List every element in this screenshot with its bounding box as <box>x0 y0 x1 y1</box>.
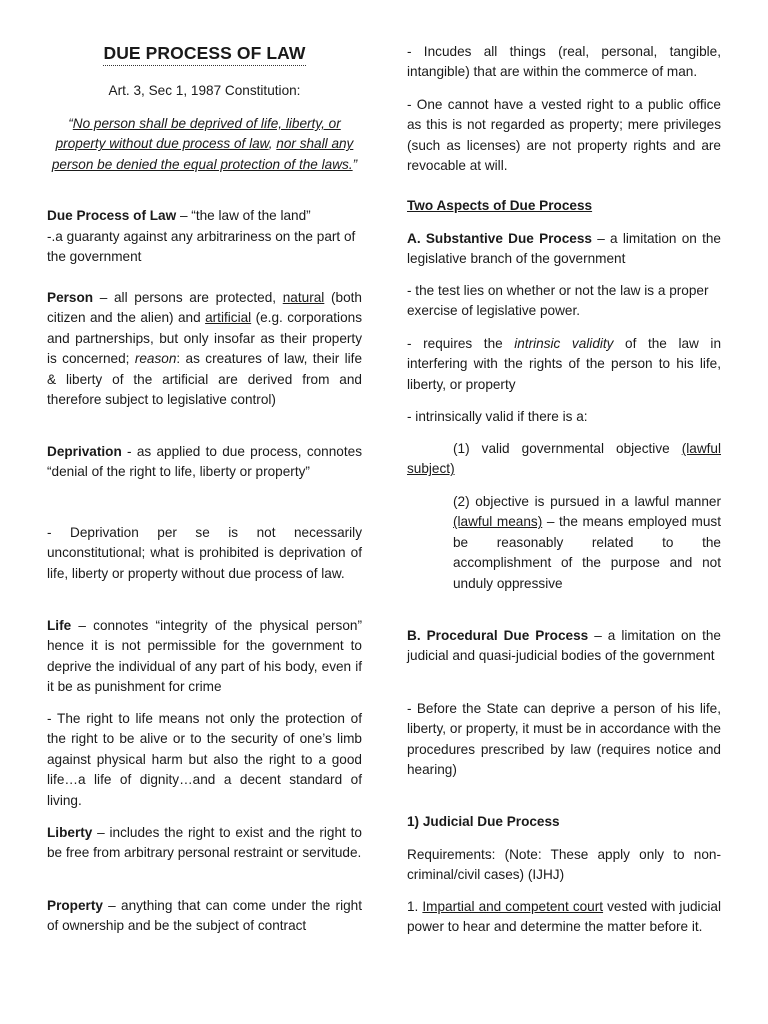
document-title-wrap <box>47 42 362 66</box>
substantive-due-process: A. Substantive Due Process – a limitation on the legislative branch of the government <box>407 231 721 267</box>
impartial-court-item: 1. Impartial and competent court vested with judicial power to hear and determine the matter before it. <box>407 899 721 935</box>
substantive-test: - the test lies on whether or not the law is a proper exercise of legislative power. <box>407 283 709 319</box>
lawful-means-item: (2) objective is pursued in a lawful manner (lawful means) – the means employed must be reasonably related to the accomplishment of the purpose and not unduly oppressive <box>453 494 721 591</box>
intrinsic-validity: - requires the intrinsic validity of the law in interfering with the rights of the person to his life, liberty, or property <box>407 336 721 392</box>
procedural-due-process: B. Procedural Due Process – a limitation on the judicial and quasi-judicial bodies of the government <box>407 628 721 664</box>
aspects-heading: Two Aspects of Due Process <box>407 198 593 213</box>
constitution-quote: “No person shall be deprived of life, liberty, or property without due process of law, nor shall any person be denied the equal protection of the laws.” <box>51 116 358 172</box>
person-definition: Person – all persons are protected, natural (both citizen and the alien) and artificial (e.g. corporations and partnerships, but only insofar as their property is concerned; reason: as creatures of law, their life & liberty of the artificial are derived from and therefore subject to legislative control) <box>47 290 362 408</box>
vested-right-note: - One cannot have a vested right to a public office as this is not regarded as property; mere privileges (such as licenses) are not property rights and are revocable at will. <box>407 97 721 174</box>
deprivation-note: - Deprivation per se is not necessarily unconstitutional; what is prohibited is deprivation of life, liberty or property without due process of law. <box>47 525 362 581</box>
procedural-before: - Before the State can deprive a person of his life, liberty, or property, it must be in accordance with the procedures prescribed by law (requires notice and hearing) <box>407 701 721 778</box>
life-note: - The right to life means not only the protection of the right to be alive or to the security of one’s limb against physical harm but also the right to a good life…a life of dignity…and a decent standard of living. <box>47 711 362 808</box>
judicial-requirements: Requirements: (Note: These apply only to non-criminal/civil cases) (IJHJ) <box>407 847 721 883</box>
document-title: DUE PROCESS OF LAW <box>103 42 305 66</box>
due-process-guaranty: -.a guaranty against any arbitrariness on the part of the government <box>47 229 356 265</box>
deprivation-definition: Deprivation - as applied to due process, connotes “denial of the right to life, liberty or property” <box>47 444 362 480</box>
due-process-definition: Due Process of Law – “the law of the land” <box>47 208 311 223</box>
lawful-subject-item: (1) valid governmental objective (lawful subject) <box>407 441 721 477</box>
liberty-definition: Liberty – includes the right to exist and the right to be free from arbitrary personal restraint or servitude. <box>47 825 362 861</box>
constitution-reference: Art. 3, Sec 1, 1987 Constitution: <box>108 83 301 98</box>
judicial-due-process-heading: 1) Judicial Due Process <box>407 814 560 829</box>
property-includes: - Incudes all things (real, personal, tangible, intangible) that are within the commerce of man. <box>407 44 721 80</box>
life-definition: Life – connotes “integrity of the physical person” hence it is not permissible for the government to deprive the individual of any part of his body, even if it be as punishment for crime <box>47 618 362 695</box>
intrinsically-valid-if: - intrinsically valid if there is a: <box>407 409 588 424</box>
property-definition: Property – anything that can come under the right of ownership and be the subject of contract <box>47 898 362 934</box>
